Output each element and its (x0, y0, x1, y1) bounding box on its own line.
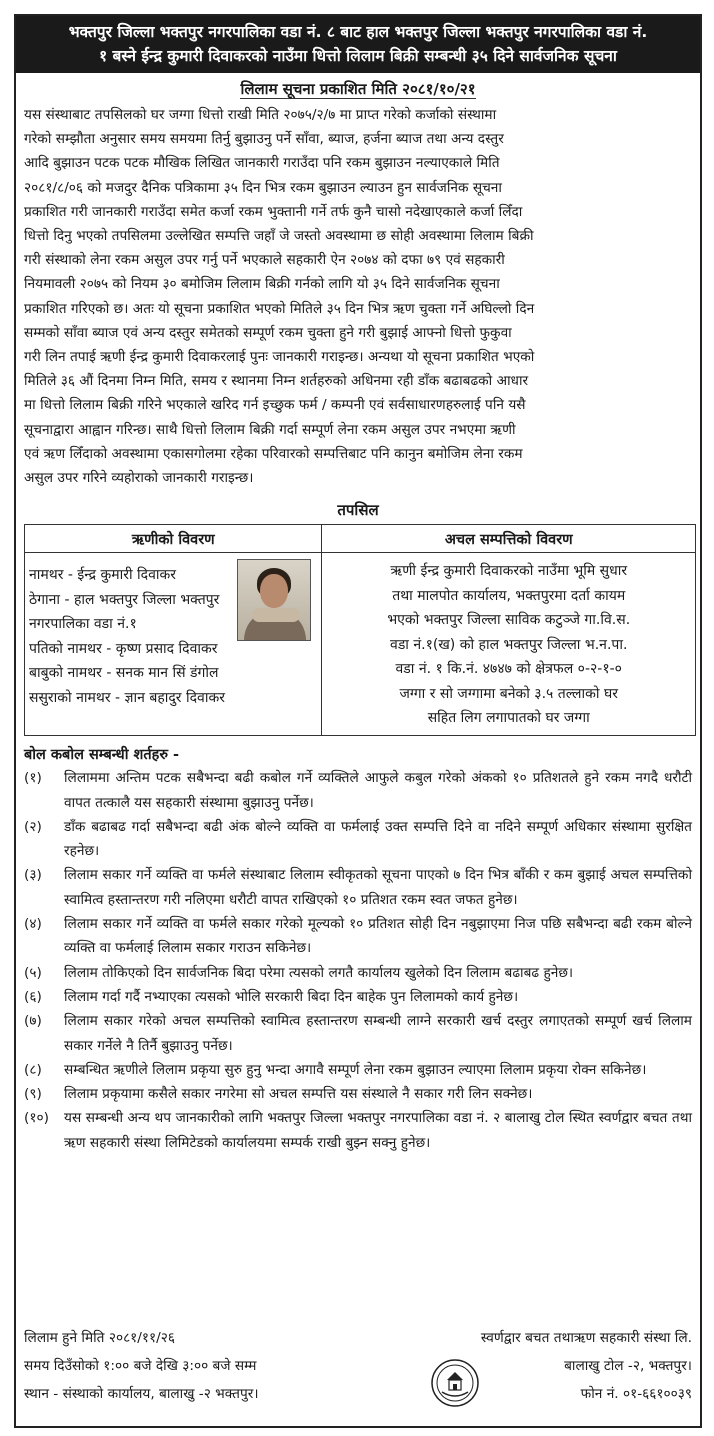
property-line: तथा मालपोत कार्यालय, भक्तपुरमा दर्ता कायम (392, 587, 626, 604)
term-number: (१०) (24, 1110, 49, 1127)
term-item (24, 1082, 692, 1106)
term-number: (७) (24, 1013, 42, 1030)
auction-info (24, 1324, 259, 1408)
borrower-photo (237, 559, 311, 641)
father-in-law-name: ससुराको नामथर - ज्ञान बहादुर दिवाकर (29, 689, 225, 706)
term-item (24, 863, 692, 912)
term-text: लिलाम सकार गर्ने व्यक्ति वा फर्मले सकार गरेको मूल्यको १० प्रतिशत सोही दिन नबुझाएमा निज पछि सबैभन्दा बढी रकम बोल्ने व्यक्ति वा फर्मलाई लिलाम सकार गराउन सकिनेछ। (64, 916, 692, 957)
term-item (24, 815, 692, 864)
body-line: गरी संस्थाको लेना रकम असुल उपर गर्नु पर्ने भएकाले सहकारी ऐन २०७४ को दफा ७९ एवं सहकारी (24, 252, 505, 269)
term-number: (४) (24, 916, 42, 933)
term-item (24, 1106, 692, 1155)
body-line: सम्मको साँवा ब्याज एवं अन्य दस्तुर समेतको सम्पूर्ण रकम चुक्ता हुने गरी बुझाई आफ्नो धित्तो फुकुवा (24, 324, 512, 341)
term-number: (५) (24, 964, 42, 981)
term-text: सम्बन्धित ऋणीले लिलाम प्रकृया सुरु हुनु भन्दा अगावै सम्पूर्ण लेना रकम बुझाउन ल्याएमा लिलाम प्रकृया रोक्न सकिनेछ। (64, 1061, 647, 1078)
borrower-address-ward: नगरपालिका वडा नं.१ (29, 616, 137, 633)
term-number: (२) (24, 818, 42, 835)
term-number: (९) (24, 1086, 42, 1103)
auction-date: लिलाम हुने मिति २०८१/११/२६ (24, 1330, 175, 1346)
term-text: डाँक बढाबढ गर्दा सबैभन्दा बढी अंक बोल्ने व्यक्ति वा फर्मलाई उक्त सम्पत्ति दिने वा नदिने सम्पूर्ण अधिकार संस्थामा सुरक्षित रहनेछ। (64, 818, 692, 860)
notice-header (16, 16, 700, 73)
body-line: असुल उपर गरिने व्यहोराको जानकारी गराइन्छ। (24, 470, 254, 487)
publication-date-heading (16, 73, 700, 103)
details-title: तपसिल (337, 501, 379, 520)
borrower-address: ठेगाना - हाल भक्तपुर जिल्ला भक्तपुर (29, 591, 220, 608)
term-number: (६) (24, 988, 42, 1005)
body-line: आदि बुझाउन पटक पटक मौखिक लिखित जानकारी गराउँदा पनि रकम बुझाउन नल्याएकाले मिति (24, 155, 500, 172)
term-text: लिलाम गर्दा गर्दै नभ्याएका त्यसको भोलि सरकारी बिदा दिन बाहेक पुन लिलामको कार्य हुनेछ। (64, 988, 519, 1005)
term-text: लिलाम प्रकृयामा कसैले सकार नगरेमा सो अचल सम्पत्ति यस संस्थाले नै सकार गरी लिन सक्नेछ। (64, 1086, 533, 1103)
term-text: यस सम्बन्धी अन्य थप जानकारीको लागि भक्तपुर जिल्ला भक्तपुर नगरपालिका वडा नं. २ बालाखु टोल स्थित स्वर्णद्वार बचत तथा ऋण सहकारी संस्था लिमिटेडको कार्यालयमा सम्पर्क राखी बुझ्न सक्नु हुनेछ। (64, 1110, 692, 1151)
property-line: जग्गा र सो जग्गामा बनेको ३.५ तल्लाको घर (399, 685, 619, 702)
body-line: धित्तो दिनु भएको तपसिलमा उल्लेखित सम्पत्ति जहाँ जे जस्तो अवस्थामा छ सोही अवस्थामा लिलाम बिक्री (24, 228, 534, 245)
property-column-header: अचल सम्पत्तिको विवरण (322, 525, 696, 553)
header-line-2: १ बस्ने ईन्द्र कुमारी दिवाकरको नाउँमा धित्तो लिलाम बिक्री सम्बन्धी ३५ दिने सार्वजनिक सूचना (99, 47, 617, 65)
auction-place: स्थान - संस्थाको कार्यालय, बालाखु -२ भक्तपुर। (24, 1386, 259, 1402)
property-line: सहित लिग लगापातको घर जग्गा (427, 710, 590, 727)
body-line: एवं ऋण लिँदाको अवस्थामा एकासगोलमा रहेका परिवारको सम्पत्तिबाट पनि कानुन बमोजिम लेना रकम (24, 445, 523, 462)
auction-time: समय दिउँसोको १:०० बजे देखि ३:०० बजे सम्म (24, 1358, 257, 1374)
father-name: बाबुको नामथर - सनक मान सिं डंगोल (29, 665, 219, 682)
property-line: वडा नं. १ कि.नं. ४७४७ को क्षेत्रफल ०-२-१-० (395, 661, 622, 678)
body-line: यस संस्थाबाट तपसिलको घर जग्गा धित्तो राखी मिति २०७५/२/७ मा प्राप्त गरेको कर्जाको संस्थामा (24, 107, 497, 123)
body-line: २०८१/८/०६ को मजदुर दैनिक पत्रिकामा ३५ दिन भित्र रकम बुझाउन ल्याउन हुन सार्वजनिक सूचना (24, 179, 502, 196)
property-details (322, 553, 696, 736)
body-line: मा धित्तो लिलाम बिक्री गरिने भएकाले खरिद गर्न इच्छुक फर्म / कम्पनी एवं सर्वसाधारणहरुलाई पनि यसै (24, 397, 526, 414)
terms-list (16, 766, 700, 1155)
property-line: भएको भक्तपुर जिल्ला साविक कटुञ्जे गा.वि.स. (387, 612, 631, 629)
term-text: लिलाम सकार गर्ने व्यक्ति वा फर्मले संस्थाबाट लिलाम स्वीकृतको सूचना पाएको ७ दिन भित्र बाँकी र कम बुझाई अचल सम्पत्तिको स्वामित्व हस्तान्तरण गरी नलिएमा धरौटी वापत राखिएको १० प्रतिशत रकम स्वत जफत हुनेछ। (64, 867, 692, 908)
term-text: लिलाममा अन्तिम पटक सबैभन्दा बढी कबोल गर्ने व्यक्तिले आफुले कबुल गरेको अंकको १० प्रतिशतले हुने रकम नगदै धरौटी वापत तत्कालै यस सहकारी संस्थामा बुझाउनु पर्नेछ। (64, 770, 692, 811)
borrower-details (25, 553, 322, 736)
body-line: मितिले ३६ औं दिनमा निम्न मिति, समय र स्थानमा निम्न शर्तहरुको अधिनमा रही डाँक बढाबढको आधार (24, 373, 529, 390)
term-number: (८) (24, 1061, 42, 1078)
term-item (24, 985, 692, 1009)
cooperative-emblem-icon (430, 1358, 480, 1408)
organization-address: बालाखु टोल -२, भक्तपुर। (564, 1358, 692, 1374)
public-notice (14, 14, 702, 1428)
terms-heading: बोल कबोल सम्बन्धी शर्तहरु - (24, 747, 180, 764)
body-line: प्रकाशित गरी जानकारी गराउँदा समेत कर्जा रकम भुक्तानी गर्ने तर्फ कुनै चासो नदेखाएकाले कर्जा लिँदा (24, 203, 523, 220)
term-number: (१) (24, 770, 42, 787)
body-line: प्रकाशित गरिएको छ। अतः यो सूचना प्रकाशित भएको मितिले ३५ दिन भित्र ऋण चुक्ता गर्ने अघिल्लो दिन (24, 300, 535, 317)
notice-footer (24, 1324, 692, 1412)
term-text: लिलाम सकार गरेको अचल सम्पत्तिको स्वामित्व हस्तान्तरण सम्बन्धी लाग्ने सरकारी खर्च दस्तुर लगाएतको सम्पूर्ण खर्च लिलाम सकार गर्नेले नै तिर्नै बुझाउनु पर्नेछ। (64, 1013, 692, 1054)
body-line: गरेको सम्झौता अनुसार समय समयमा तिर्नु बुझाउनु पर्ने साँवा, ब्याज, हर्जना ब्याज तथा अन्य दस्तुर (24, 131, 504, 148)
organization-info (481, 1324, 692, 1408)
body-line: सूचनाद्वारा आह्वान गरिन्छ। साथै धित्तो लिलाम बिक्री गर्दा सम्पूर्ण लेना रकम असुल उपर नभएमा ऋणी (24, 421, 516, 438)
term-item (24, 766, 692, 815)
organization-phone: फोन नं. ०१-६६१००३९ (580, 1386, 692, 1402)
term-number: (३) (24, 867, 42, 884)
publication-date-text: लिलाम सूचना प्रकाशित मिति २०८१/१०/२१ (240, 80, 476, 98)
details-table (24, 524, 696, 736)
term-item (24, 912, 692, 961)
property-line: वडा नं.१(ख) को हाल भक्तपुर जिल्ला भ.न.पा. (390, 636, 628, 653)
header-line-1: भक्तपुर जिल्ला भक्तपुर नगरपालिका वडा नं. ८ बाट हाल भक्तपुर जिल्ला भक्तपुर नगरपालिका वडा नं. (68, 23, 648, 41)
notice-body (16, 103, 700, 490)
property-line: ऋणी ईन्द्र कुमारी दिवाकरको नाउँमा भूमि सुधार (390, 563, 628, 580)
husband-name: पतिको नामथर - कृष्ण प्रसाद दिवाकर (29, 640, 218, 657)
borrower-name: नामथर - ईन्द्र कुमारी दिवाकर (29, 567, 176, 584)
term-text: लिलाम तोकिएको दिन सार्वजनिक बिदा परेमा त्यसको लगतै कार्यालय खुलेको दिन लिलाम बढाबढ हुनेछ। (64, 964, 574, 981)
term-item (24, 1058, 692, 1082)
term-item (24, 961, 692, 985)
organization-name: स्वर्णद्वार बचत तथाऋण सहकारी संस्था लि. (480, 1330, 692, 1346)
body-line: नियमावली २०७५ को नियम ३० बमोजिम लिलाम बिक्री गर्नको लागि यो ३५ दिने सार्वजनिक सूचना (24, 276, 500, 293)
body-line: गरी लिन तपाई ऋणी ईन्द्र कुमारी दिवाकरलाई पुनः जानकारी गराइन्छ। अन्यथा यो सूचना प्रकाशित भएको (24, 349, 535, 366)
borrower-column-header: ऋणीको विवरण (25, 525, 322, 553)
term-item (24, 1009, 692, 1058)
